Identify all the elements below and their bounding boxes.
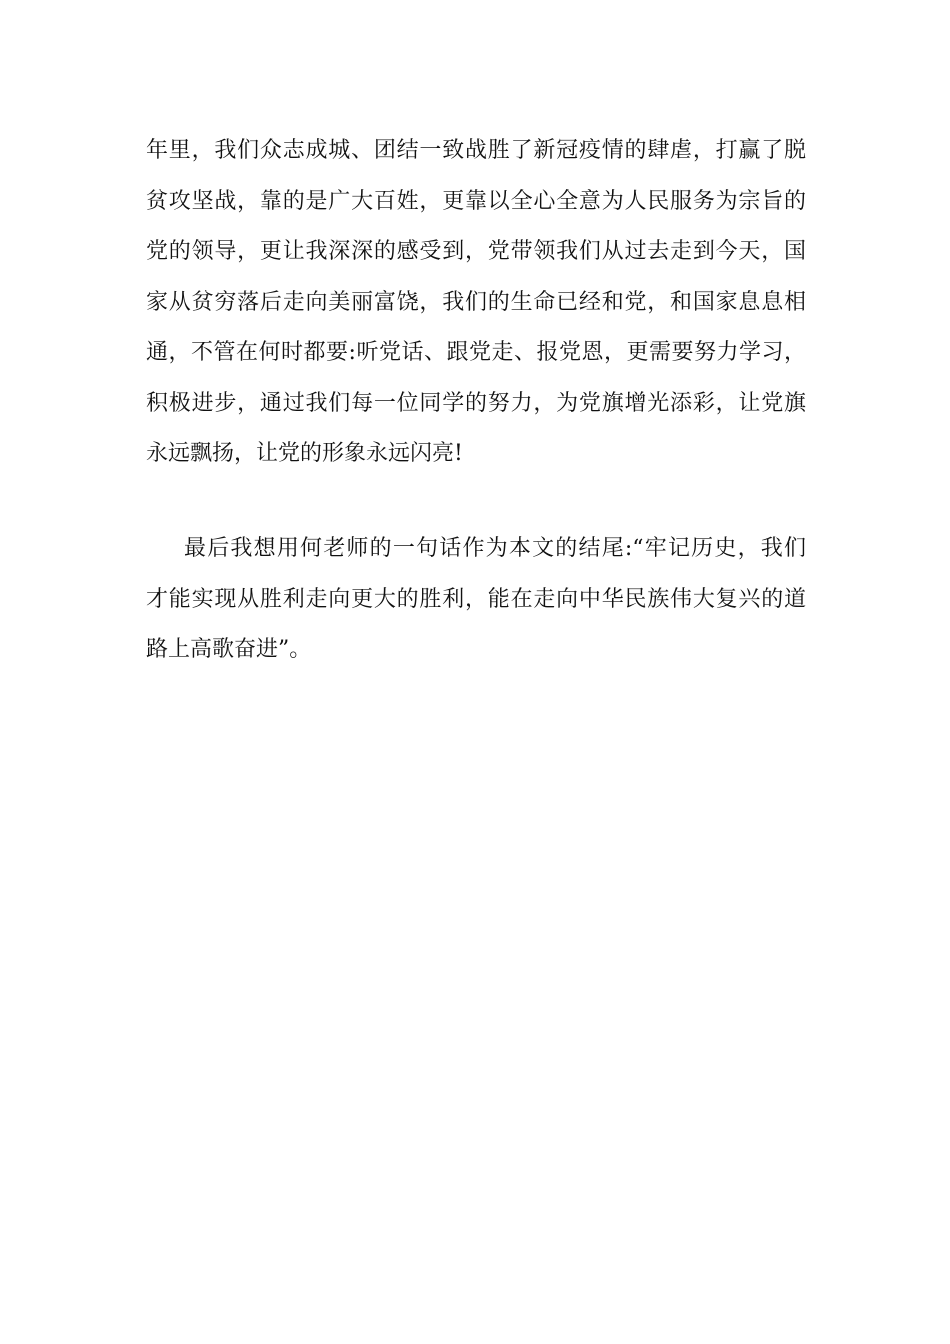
text-line: 积极进步，通过我们每一位同学的努力，为党旗增光添彩，让党旗 [146,390,806,416]
text-line: 通，不管在何时都要:听党话、跟党走、报党恩，更需要努力学习， [146,340,806,365]
text-line: 家从贫穷落后走向美丽富饶，我们的生命已经和党，和国家息息相 [146,289,806,315]
text-line: 才能实现从胜利走向更大的胜利，能在走向中华民族伟大复兴的道 [146,586,806,612]
text-line: 年里，我们众志成城、团结一致战胜了新冠疫情的肆虐，打赢了脱 [146,138,806,163]
text-line: 路上高歌奋进”。 [146,637,312,662]
text-line: 贫攻坚战，靠的是广大百姓，更靠以全心全意为人民服务为宗旨的 [146,188,806,214]
body-paragraph-1 [146,126,806,480]
body-paragraph-2 [146,524,806,676]
text-line: 党的领导，更让我深深的感受到，党带领我们从过去走到今天，国 [146,239,806,264]
text-line: 永远飘扬，让党的形象永远闪亮! [146,441,463,466]
text-line: 最后我想用何老师的一句话作为本文的结尾:“牢记历史，我们 [184,536,806,561]
